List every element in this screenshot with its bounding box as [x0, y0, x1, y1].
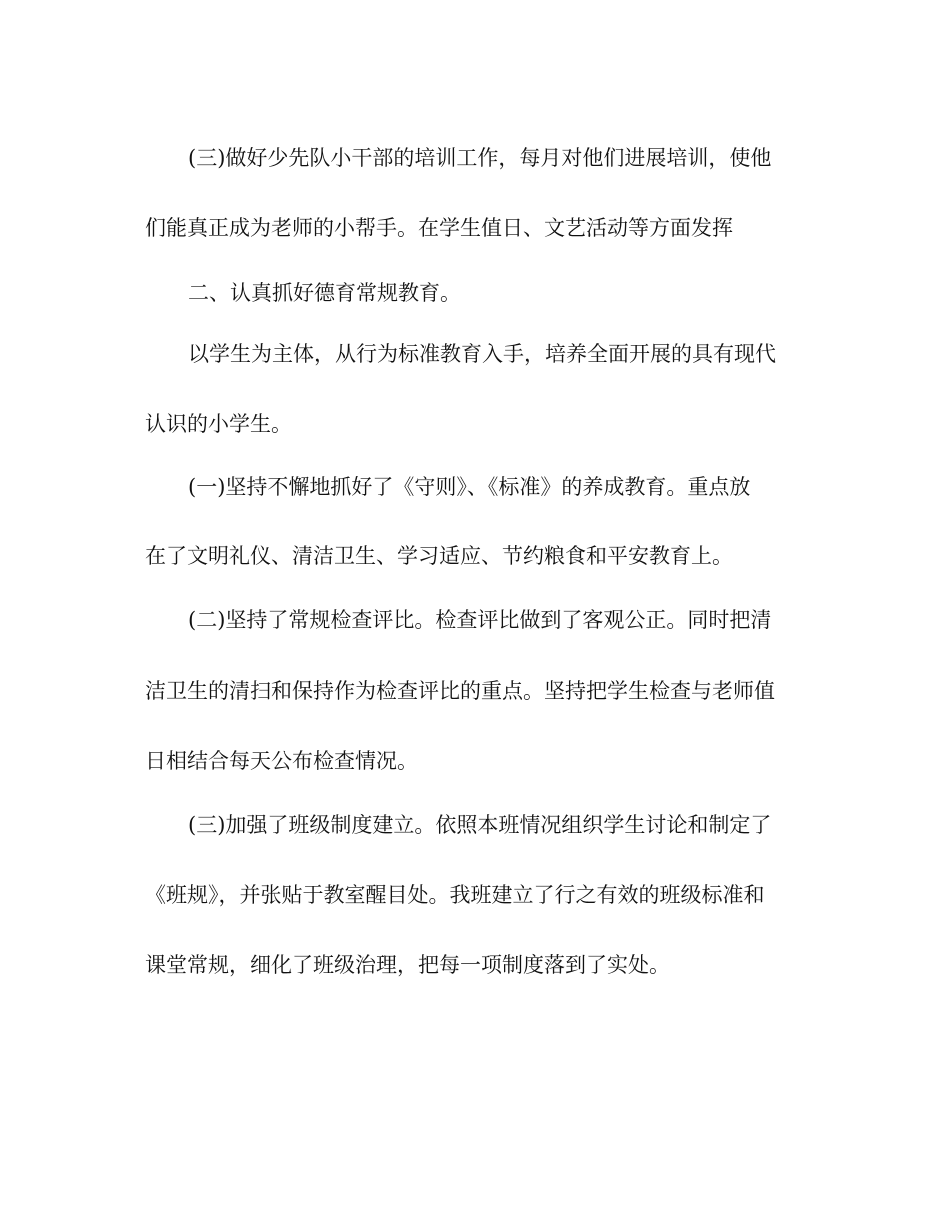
paragraph-line: 课堂常规，细化了班级治理，把每一项制度落到了实处。	[145, 953, 670, 977]
paragraph-line: 《班规》，并张贴于教室醒目处。我班建立了行之有效的班级标准和	[145, 883, 765, 907]
paragraph-line: 认识的小学生。	[145, 412, 292, 436]
paragraph-line: 们能真正成为老师的小帮手。在学生值日、文艺活动等方面发挥	[145, 216, 733, 240]
paragraph-line: (二)坚持了常规检查评比。检查评比做到了客观公正。同时把清	[188, 608, 772, 632]
paragraph-line: 在了文明礼仪、清洁卫生、学习适应、节约粮食和平安教育上。	[145, 544, 733, 568]
paragraph-line: (一)坚持不懈地抓好了《守则》、《标准》的养成教育。重点放	[188, 475, 751, 499]
paragraph-line: 日相结合每天公布检查情况。	[145, 749, 418, 773]
paragraph-line: 洁卫生的清扫和保持作为检查评比的重点。坚持把学生检查与老师值	[145, 679, 775, 703]
paragraph-line: 以学生为主体，从行为标准教育入手，培养全面开展的具有现代	[188, 342, 776, 366]
section-heading: 二、认真抓好德育常规教育。	[188, 281, 461, 305]
paragraph-line: (三)加强了班级制度建立。依照本班情况组织学生讨论和制定了	[188, 813, 772, 837]
paragraph-line: (三)做好少先队小干部的培训工作，每月对他们进展培训，使他	[188, 146, 772, 170]
